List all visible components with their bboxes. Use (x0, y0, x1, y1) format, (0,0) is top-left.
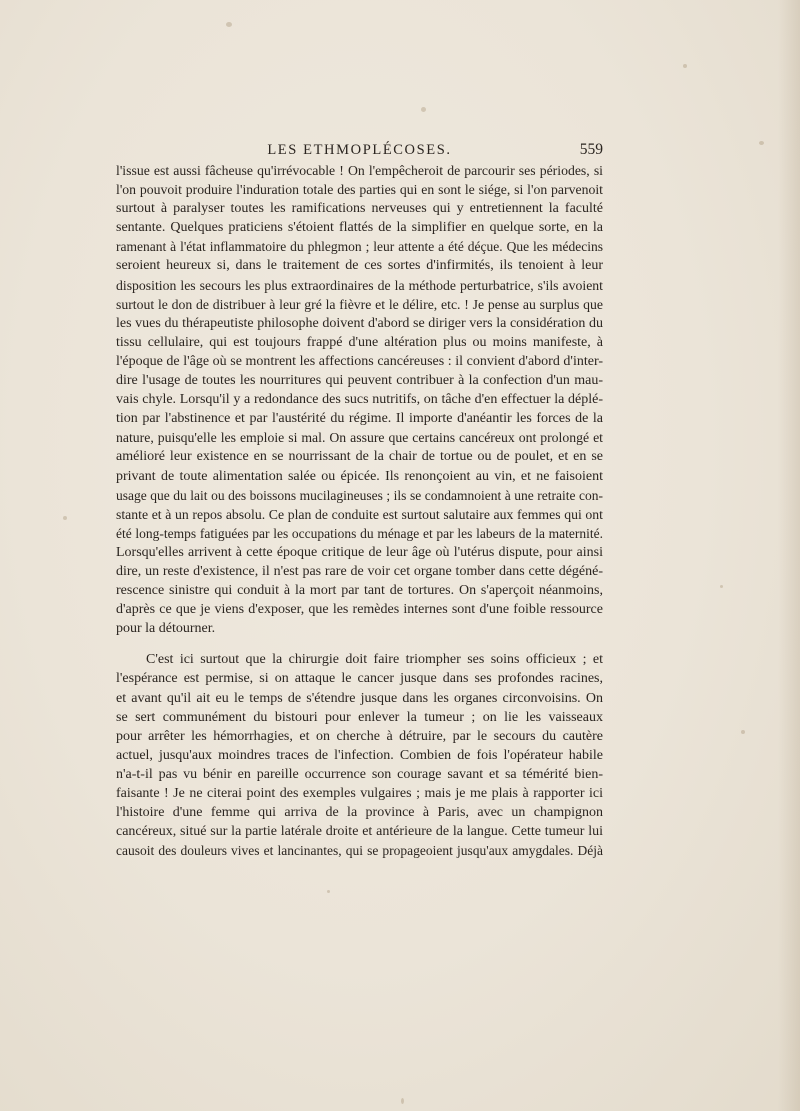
text-line: dire l'usage de toutes les nourritures qui peuvent contribuer à la confection d'un mau- (116, 373, 603, 389)
text-line: usage que du lait ou des boissons mucilagineuses ; ils se condamnoient à une retraite con- (116, 487, 603, 503)
text-line: tion par l'abstinence et par l'austérité du régime. Il importe d'anéantir les forces de la (116, 411, 603, 427)
foxing-spot (401, 1098, 404, 1104)
foxing-spot (327, 890, 330, 893)
text-line: amélioré leur existence en se nourrissant de la chair de tortue ou de poulet, et en se (116, 449, 603, 465)
text-line: dire, un reste d'existence, il n'est pas rare de voir cet organe tomber dans cette dégéné- (116, 563, 603, 579)
text-line: disposition les secours les plus extraordinaires de la méthode perturbatrice, s'ils avoient (116, 277, 603, 293)
text-line: n'a-t-il pas vu bénir en pareille occurrence son courage savant et sa témérité bien- (116, 766, 603, 782)
text-line: surtout le don de distribuer à leur gré la fièvre et le délire, etc. ! Je pense au surplus que (116, 296, 603, 312)
foxing-spot (720, 585, 723, 588)
text-line: l'espérance est permise, si on attaque le cancer jusque dans ses profondes racines, (116, 671, 603, 687)
text-line: C'est ici surtout que la chirurgie doit faire triompher ses soins officieux ; et (146, 652, 603, 668)
foxing-spot (226, 22, 232, 27)
text-line: privant de toute alimentation salée ou épicée. Ils renonçoient au vin, et ne faisoient (116, 468, 603, 484)
text-line: Lorsqu'elles arrivent à cette époque critique de leur âge où l'utérus dispute, pour ainsi (116, 544, 603, 560)
text-line: faisante ! Je ne citerai point des exemples vulgaires ; mais je me plais à rapporter ici (116, 786, 603, 801)
text-line: rescence sinistre qui conduit à la mort par tant de tortures. On s'aperçoit néanmoins, (116, 583, 603, 599)
text-line: se sert communément du bistouri pour enlever la tumeur ; on lie les vaisseaux (116, 709, 603, 725)
text-line: pour la détourner. (116, 621, 216, 637)
text-line: l'issue est aussi fâcheuse qu'irrévocable ! On l'empêcheroit de parcourir ses périodes, si (116, 163, 603, 178)
text-line: actuel, jusqu'aux moindres traces de l'infection. Combien de fois l'opérateur habile (116, 747, 603, 763)
page-edge-shadow (778, 0, 800, 1111)
running-title: LES ETHMOPLÉCOSES. (267, 142, 452, 158)
foxing-spot (683, 64, 687, 68)
text-line: stante et à un repos absolu. Ce plan de conduite est surtout salutaire aux femmes qui ont (116, 506, 603, 522)
foxing-spot (741, 730, 745, 734)
text-line: cancéreux, situé sur la partie latérale droite et antérieure de la langue. Cette tumeur lui (116, 824, 603, 840)
paragraph (116, 650, 603, 860)
text-line: l'on pouvoit produire l'induration totale des parties qui en sont le siége, si l'on parvenoit (116, 182, 603, 198)
page-header (116, 141, 603, 163)
foxing-spot (759, 141, 764, 145)
text-line: l'histoire d'une femme qui arriva de la province à Paris, avec un champignon (116, 805, 603, 821)
text-line: nature, puisqu'elle les emploie si mal. On assure que certains cancéreux ont prolongé et (116, 430, 603, 446)
text-line: été long-temps fatiguées par les occupations du ménage et par les labeurs de la maternité. (116, 525, 603, 541)
text-line: l'époque de l'âge où se montrent les affections cancéreuses : il convient d'abord d'inter- (116, 353, 603, 369)
foxing-spot (63, 516, 67, 520)
text-line: les vues du thérapeutiste philosophe doivent d'abord se diriger vers la considération du (116, 315, 603, 331)
text-line: surtout à paralyser toutes les ramifications nerveuses qui y entretiennent la faculté (116, 201, 603, 217)
text-line: vais chyle. Lorsqu'il y a redondance des sucs nutritifs, on tâche d'en effectuer la déplé- (116, 392, 603, 408)
text-line: pour arrêter les hémorrhagies, et on cherche à détruire, par le secours du cautère (116, 728, 603, 744)
body-text (116, 161, 603, 860)
text-line: d'après ce que je viens d'exposer, que les remèdes internes sont d'une foible ressource (116, 602, 603, 618)
text-line: sentante. Quelques praticiens s'étoient flattés de la simplifier en quelque sorte, en la (116, 220, 603, 236)
page-number: 559 (579, 141, 603, 158)
text-line: causoit des douleurs vives et lancinantes, qui se propageoient jusqu'aux amygdales. Déjà (116, 843, 603, 859)
foxing-spot (421, 107, 426, 112)
text-line: et avant qu'il ait eu le temps de s'étendre jusque dans les organes circonvoisins. On (116, 690, 603, 706)
text-line: seroient heureux si, dans le traitement de ces sortes d'infirmités, ils tenoient à leur (116, 258, 603, 274)
text-line: ramenant à l'état inflammatoire du phlegmon ; leur attente a été déçue. Que les médecins (116, 239, 603, 255)
text-line: tissu cellulaire, qui est toujours frappé d'une altération plus ou moins manifeste, à (116, 334, 603, 350)
paragraph (116, 161, 603, 638)
